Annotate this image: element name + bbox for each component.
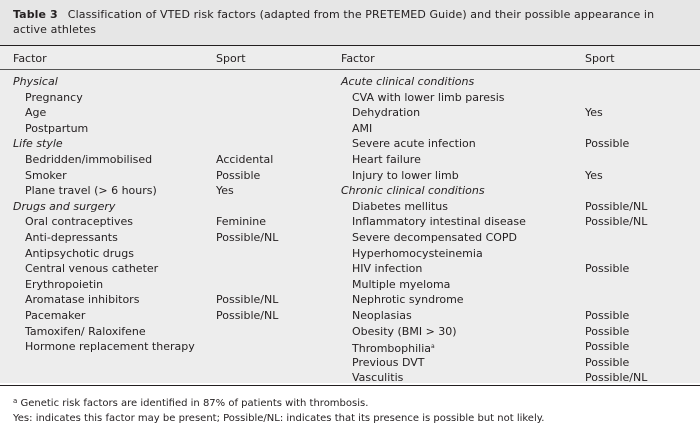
factor-cell [25,90,83,106]
factor-text: Multiple myeloma [352,277,451,291]
sport-cell: Possible [585,355,630,369]
factor-cell [352,136,476,152]
factor-text: Pregnancy [25,90,83,104]
sport-cell: Possible/NL [216,309,279,322]
factor-cell [25,168,67,184]
factor-cell [352,292,464,308]
factor-text: Bedridden/immobilised [25,153,153,166]
factor-text: Aromatase inhibitors [25,293,140,307]
section-heading [341,183,485,199]
factor-cell [352,199,448,215]
factor-text: Thrombophilia [352,342,431,356]
factor-cell [25,230,118,246]
factor-cell [352,168,459,184]
sport-cell: Yes [216,184,234,198]
sport-cell: Possible [585,262,630,276]
sport-cell: Possible/NL [585,215,648,229]
factor-text: Anti-depressants [25,231,118,244]
factor-cell [25,261,158,277]
footnote-ref: a [431,343,435,351]
factor-cell [352,152,421,168]
factor-cell [25,246,134,262]
footnote-marker: a [13,397,18,405]
sport-cell: Possible/NL [216,231,279,244]
header-factor-right: Factor [341,52,375,65]
factor-text: Obesity (BMI > 30) [352,324,457,338]
factor-cell [352,121,372,137]
factor-text: Vasculitis [352,371,404,385]
factor-cell [25,121,88,137]
factor-cell [352,355,425,371]
factor-text: Life style [13,137,63,151]
factor-text: Diabetes mellitus [352,199,448,213]
factor-text: Nephrotic syndrome [352,293,464,307]
factor-cell [352,246,483,262]
factor-text: Previous DVT [352,355,425,369]
factor-text: Tamoxifen/ Raloxifene [25,324,146,338]
factor-text: Injury to lower limb [352,168,459,182]
section-heading [13,199,115,215]
factor-cell [352,230,517,246]
header-rule [0,69,700,70]
sport-cell: Possible [585,340,630,354]
factor-text: Drugs and surgery [13,199,116,213]
factor-text: Antipsychotic drugs [25,246,134,260]
factor-cell [25,277,103,293]
factor-text: Severe acute infection [352,137,476,151]
factor-cell [352,90,505,106]
table-title: Classification of VTED risk factors (adapted from the PRETEMED Guide) and their possible appearance in active athletes [13,8,655,36]
factor-text: Erythropoietin [25,277,104,291]
factor-text: Postpartum [25,121,89,135]
factor-text: Hormone replacement therapy [25,340,195,354]
factor-cell [25,183,157,199]
sport-cell: Possible/NL [585,371,648,385]
sport-cell: Possible/NL [216,293,279,307]
footnote-legend: Yes: indicates this factor may be present; Possible/NL: indicates that its presence is possible but not likely. [13,413,545,424]
factor-cell [352,105,420,121]
factor-text: Hyperhomocysteinemia [352,246,483,260]
table-number: Table 3 [13,8,58,21]
factor-cell [25,308,85,324]
sport-cell: Possible [585,137,630,151]
section-heading [341,74,474,90]
factor-text: Smoker [25,168,67,182]
factor-cell [25,324,146,340]
footnote-a-text: Genetic risk factors are identified in 87% of patients with thrombosis. [20,398,369,409]
factor-cell [25,292,139,308]
factor-text: Plane travel (> 6 hours) [25,184,157,198]
footnote-a [13,394,693,411]
factor-text: Heart failure [352,153,421,166]
factor-cell [25,152,152,168]
factor-cell [25,339,195,355]
sport-cell: Possible/NL [585,199,648,213]
factor-cell [352,370,403,386]
factor-cell [25,214,133,230]
factor-text: HIV infection [352,262,423,276]
factor-text: Severe decompensated COPD [352,231,518,244]
table-caption [13,7,683,37]
factor-cell [352,308,412,324]
factor-text: Dehydration [352,106,421,120]
factor-cell [352,277,450,293]
sport-cell: Possible [216,168,261,182]
sport-cell: Yes [585,168,603,182]
sport-cell: Feminine [216,215,267,229]
table-notes [13,394,693,426]
factor-text: Chronic clinical conditions [341,184,485,198]
factor-cell [25,105,46,121]
bottom-rule [0,385,700,386]
header-sport-left: Sport [216,52,246,65]
factor-text: Age [25,106,47,120]
factor-text: CVA with lower limb paresis [352,90,505,104]
factor-text: Central venous catheter [25,262,159,276]
factor-text: Neoplasias [352,309,412,322]
factor-cell [352,214,526,230]
sport-cell: Accidental [216,153,274,166]
factor-cell [352,261,422,277]
section-heading [13,74,58,90]
factor-text: Physical [13,75,58,88]
section-heading [13,136,63,152]
sport-cell: Possible [585,324,630,338]
sport-cell: Yes [585,106,603,120]
sport-cell: Possible [585,309,630,322]
factor-text: Pacemaker [25,309,86,322]
factor-text: Inflammatory intestinal disease [352,215,526,229]
factor-text: Acute clinical conditions [341,75,475,88]
factor-cell [352,324,457,340]
header-factor-left: Factor [13,52,47,65]
header-sport-right: Sport [585,52,615,65]
factor-text: Oral contraceptives [25,215,133,229]
factor-text: AMI [352,121,373,135]
